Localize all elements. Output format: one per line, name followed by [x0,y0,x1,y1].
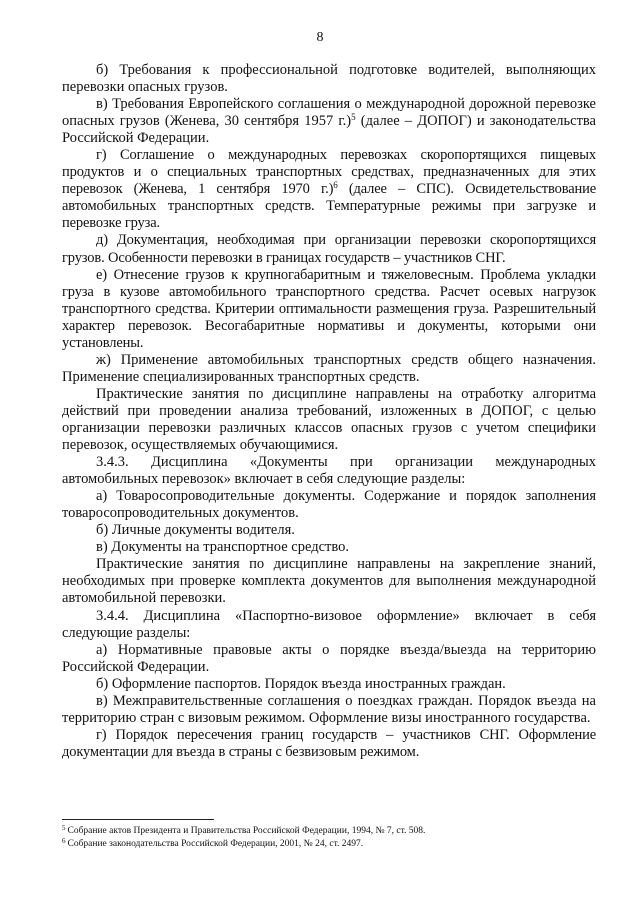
document-body [62,62,596,761]
paragraph-a-shipping-docs: а) Товаросопроводительные документы. Содержание и порядок заполнения товаросопроводительных документов. [62,488,596,522]
paragraph-zh-vehicle-use: ж) Применение автомобильных транспортных средств общего назначения. Применение специализированных транспортных средств. [62,351,596,385]
footnote-text: Собрание законодательства Российской Федерации, 2001, № 24, ст. 2497. [67,839,364,849]
paragraph-3-4-4-heading: 3.4.4. Дисциплина «Паспортно-визовое оформление» включает в себя следующие разделы: [62,607,596,641]
paragraph-d-perishable-docs: д) Документация, необходимая при организации перевозки скоропортящихся грузов. Особенности перевозки в границах государств – участников СНГ. [62,232,596,266]
footnote-5 [62,825,596,838]
footnote-reference: 6 [333,180,338,191]
paragraph-text: г) Соглашение о международных перевозках скоропортящихся пищевых продуктов и о специальных транспортных средствах, предназначенных для этих перевозок (Женева, 1 сентября 1970 г.) [62,147,596,198]
paragraph-v-visa-agreements: в) Межправительственные соглашения о поездках граждан. Порядок въезда на территорию стран с визовым режимом. Оформление визы иностранного государства. [62,692,596,726]
footnote-text: Собрание актов Президента и Правительства Российской Федерации, 1994, № 7, ст. 508. [67,826,426,836]
paragraph-practical-adr: Практические занятия по дисциплине направлены на отработку алгоритма действий при проведении анализа требований, изложенных в ДОПОГ, с целью организации перевозки различных классов опасных грузов с учетом специфики перевозок, осуществляемых обучающимися. [62,385,596,454]
footnote-reference: 5 [351,112,356,123]
paragraph-a-entry-exit-acts: а) Нормативные правовые акты о порядке въезда/выезда на территорию Российской Федерации. [62,641,596,675]
paragraph-text: в) Требования Европейского соглашения о международной дорожной перевозке опасных грузов (Женева, 30 сентября 1957 г.) [62,96,596,130]
paragraph-3-4-3-heading: 3.4.3. Дисциплина «Документы при организации международных автомобильных перевозок» включает в себя следующие разделы: [62,454,596,488]
footnotes [62,825,596,851]
footnote-mark: 5 [62,824,66,832]
paragraph-text: (далее – ДОПОГ) и законодательства Российской Федерации. [62,113,596,147]
footnote-6 [62,838,596,851]
paragraph-e-oversized-cargo: е) Отнесение грузов к крупногабаритным и тяжеловесным. Проблема укладки груза в кузове автомобильного транспортного средства. Расчет осевых нагрузок транспортного средства. Критерии оптимальности размещения груза. Разрешительный характер перевозок. Весогабаритные нормативы и документы, которыми они установлены. [62,266,596,351]
paragraph-text: (далее – СПС). Освидетельствование автомобильных транспортных средств. Температурные режимы при загрузке и перевозке груза. [62,181,596,232]
paragraph-g-atp-agreement [62,147,596,232]
paragraph-v-adr-requirements [62,96,596,147]
footnote-divider [62,819,214,820]
paragraph-v-vehicle-docs: в) Документы на транспортное средство. [96,539,349,556]
paragraph-practical-docs: Практические занятия по дисциплине направлены на закрепление знаний, необходимых при проверке комплекта документов для выполнения международной автомобильной перевозки. [62,556,596,607]
page-number: 8 [316,30,324,45]
paragraph-b-driver-training: б) Требования к профессиональной подготовке водителей, выполняющих перевозки опасных грузов. [62,62,596,96]
paragraph-b-passports: б) Оформление паспортов. Порядок въезда иностранных граждан. [96,675,506,692]
footnote-mark: 6 [62,837,66,845]
paragraph-b-driver-docs: б) Личные документы водителя. [96,522,295,539]
paragraph-g-cis-borders: г) Порядок пересечения границ государств – участников СНГ. Оформление документации для въезда в страны с безвизовым режимом. [62,726,596,760]
